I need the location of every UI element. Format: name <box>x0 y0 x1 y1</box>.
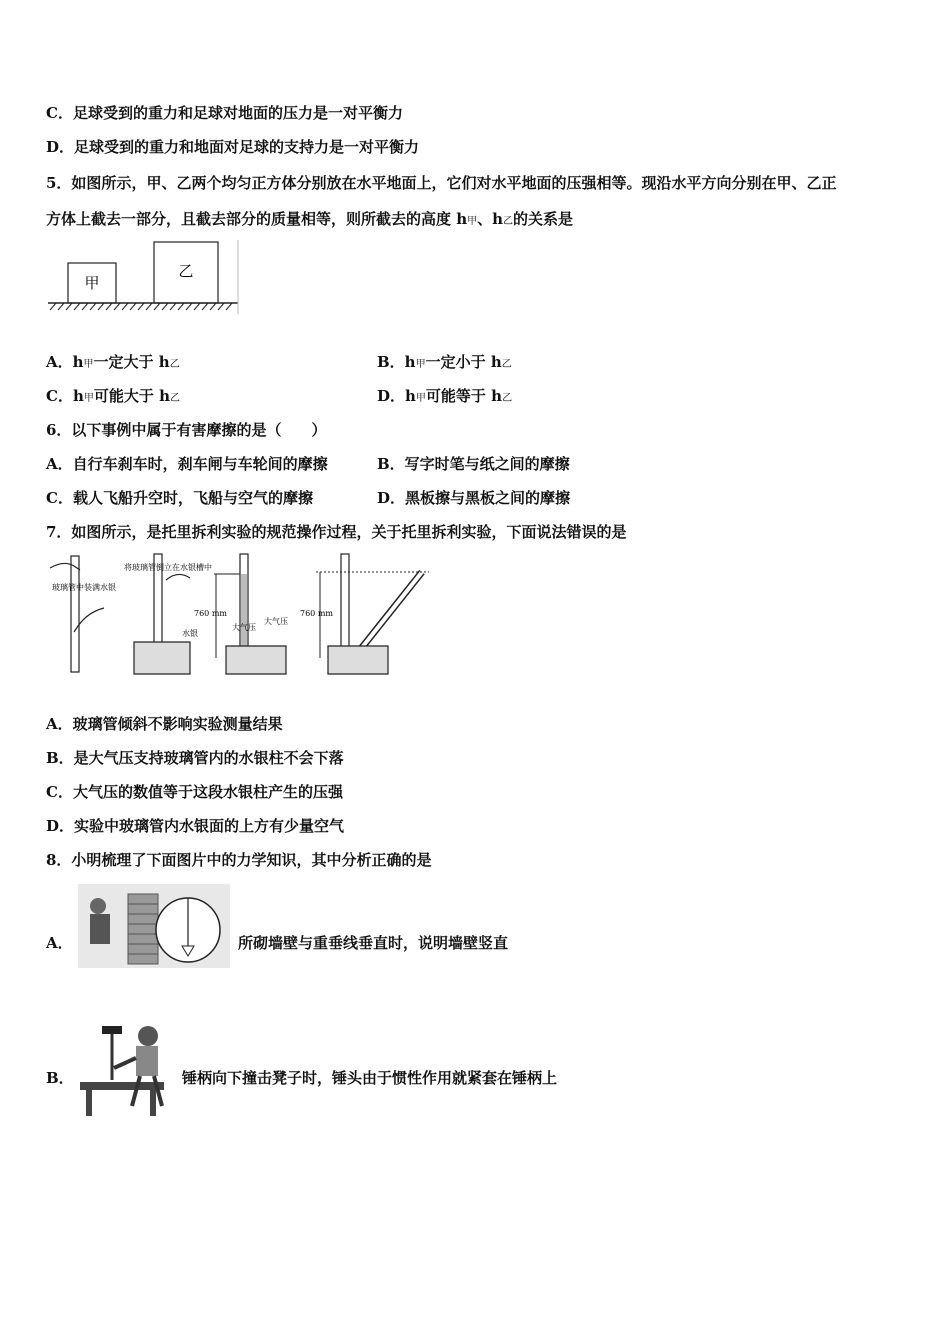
q5-cubes-figure <box>44 238 244 320</box>
atm-label-2: 大气压 <box>264 617 288 626</box>
man-head <box>138 1026 158 1046</box>
step1-label: 玻璃管中装满水银 <box>52 583 116 592</box>
q7-option-d: D．实验中玻璃管内水银面的上方有少量空气 <box>46 817 345 835</box>
height-label-2: 760 mm <box>300 609 333 618</box>
q5-option-b: B．h甲一定小于 h乙 <box>377 353 512 371</box>
q6-option-b: B．写字时笔与纸之间的摩擦 <box>377 455 570 473</box>
step3-column <box>194 554 288 674</box>
step4-tilted <box>300 554 429 674</box>
q7-option-a: A．玻璃管倾斜不影响实验测量结果 <box>46 715 283 733</box>
q8-stem: 8．小明梳理了下面图片中的力学知识，其中分析正确的是 <box>46 851 432 869</box>
brick-wall <box>128 894 158 964</box>
worker-head <box>90 898 106 914</box>
q8-option-a-label: A． <box>46 934 73 952</box>
mercury-label: 水银 <box>182 629 198 638</box>
q4-option-d: D．足球受到的重力和地面对足球的支持力是一对平衡力 <box>46 138 420 156</box>
q6-option-c: C．载人飞船升空时，飞船与空气的摩擦 <box>46 489 313 507</box>
height-label-1: 760 mm <box>194 609 227 618</box>
q7-stem: 7．如图所示，是托里拆利实验的规范操作过程，关于托里拆利实验，下面说法错误的是 <box>46 523 627 541</box>
man-body <box>136 1046 158 1076</box>
hammer-head-icon <box>102 1026 122 1034</box>
atm-label-1: 大气压 <box>232 623 256 632</box>
q6-stem: 6．以下事例中属于有害摩擦的是（ ） <box>46 421 327 439</box>
ground-hatch <box>50 303 232 310</box>
q7-option-c: C．大气压的数值等于这段水银柱产生的压强 <box>46 783 343 801</box>
torricelli-figure <box>44 550 444 680</box>
q7-option-b: B．是大气压支持玻璃管内的水银柱不会下落 <box>46 749 344 767</box>
step2-label: 将玻璃管倒立在水银槽中 <box>124 563 212 572</box>
q5-stem-line1: 5．如图所示，甲、乙两个均匀正方体分别放在水平地面上，它们对水平地面的压强相等。现沿水平方向分别在甲、乙正 <box>46 174 837 192</box>
cube-jia-label: 甲 <box>84 274 100 292</box>
q5-option-a: A．h甲一定大于 h乙 <box>46 353 180 371</box>
q6-option-a: A．自行车刹车时，刹车闸与车轮间的摩擦 <box>46 455 328 473</box>
bricklayer-illustration <box>78 884 230 968</box>
q8-option-b-text: 锤柄向下撞击凳子时，锤头由于惯性作用就紧套在锤柄上 <box>182 1069 558 1087</box>
bench-top <box>80 1082 164 1090</box>
q5-stem-line2: 方体上截去一部分，且截去部分的质量相等，则所截去的高度 h甲、h乙的关系是 <box>46 210 574 228</box>
q5-option-c: C．h甲可能大于 h乙 <box>46 387 180 405</box>
q5-option-d: D．h甲可能等于 h乙 <box>377 387 513 405</box>
cube-yi-label: 乙 <box>178 262 194 280</box>
hammer-illustration <box>78 1018 182 1118</box>
q8-option-b-label: B． <box>46 1069 74 1087</box>
step1-tube <box>50 556 116 672</box>
q6-option-d: D．黑板擦与黑板之间的摩擦 <box>377 489 571 507</box>
q4-option-c: C．足球受到的重力和足球对地面的压力是一对平衡力 <box>46 104 403 122</box>
q8-option-a-text: 所砌墙壁与重垂线垂直时，说明墙壁竖直 <box>238 934 509 952</box>
worker-body <box>90 914 110 944</box>
